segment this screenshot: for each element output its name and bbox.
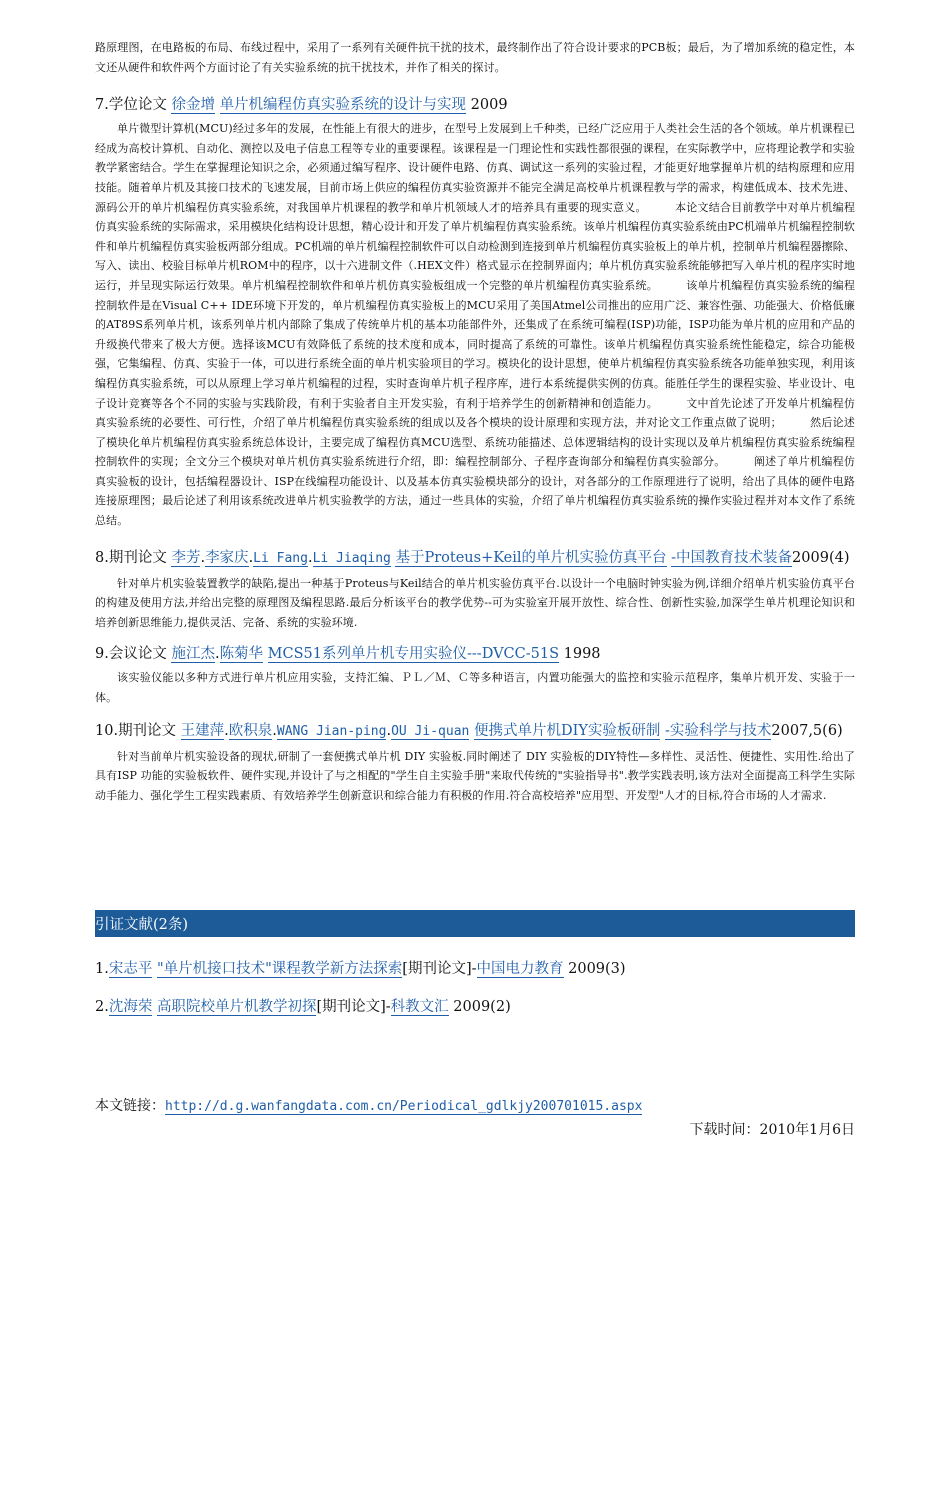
entry-type: 会议论文 [108,646,167,663]
citation-type: [期刊论文]- [402,961,477,977]
reference-heading [95,91,855,119]
author-link[interactable]: 李家庆 [205,549,249,566]
entry-type: 期刊论文 [108,549,167,566]
citations-section-header: 引证文献(2条) [95,910,855,937]
title-link[interactable]: 基于Proteus+Keil的单片机实验仿真平台 [395,549,667,566]
entry-number: 7. [95,97,109,114]
entry-abstract: 针对当前单片机实验设备的现状,研制了一套便携式单片机 DIY 实验板.同时阐述了 DIY 实验板的DIY特性—多样性、灵活性、便捷性、实用性.给出了具有ISP 功能的实验板软件、硬件实现,并设计了与之相配的"学生自主实验手册"来取代传统的"实验指导书".教学实践表明,该方法对全面提高工科学生实际动手能力、强化学生工程实践素质、有效培养学生创新意识和综合能力有积极的作用.符合高校培养"应用型、开发型"人才的目标,符合市场的人才需求. [95,749,855,802]
citation-year: 2009(3) [568,961,626,977]
entry-year: 1998 [563,646,601,663]
citation-number: 1. [95,961,109,977]
reference-entry-10 [95,716,855,806]
citation-journal-link[interactable]: 科教文汇 [390,999,449,1015]
article-link-label: 本文链接： [95,1098,165,1114]
entry-year: 2009 [470,97,508,114]
author-link[interactable]: 施江杰 [171,646,215,663]
entry-year: 2009(4) [792,549,850,566]
citation-item-2 [95,996,511,1018]
entry-number: 9. [95,646,109,663]
citation-year: 2009(2) [453,999,511,1015]
reference-entry-9 [95,640,855,707]
citation-title-link[interactable]: 高职院校单片机教学初探 [156,999,317,1015]
title-link[interactable]: MCS51系列单片机专用实验仪---DVCC-51S [267,646,560,663]
reference-heading: 9.会议论文 施江杰.陈菊华 MCS51系列单片机专用实验仪---DVCC-51S 1998 [95,646,601,663]
journal-link[interactable]: -中国教育技术装备 [671,549,793,566]
citation-title-link[interactable]: "单片机接口技术"课程教学新方法探索 [156,961,403,977]
entry-abstract: 针对单片机实验装置教学的缺陷,提出一种基于Proteus与Keil结合的单片机实验仿真平台.以设计一个电脑时钟实验为例,详细介绍单片机实验仿真平台的构建及使用方法,并给出完整的原理图及编程思路.最后分析该平台的教学优势--可为实验室开展开放性、综合性、创新性实验,加深学生单片机理论知识和培养创新思维能力,提供灵活、完备、系统的实验环境. [95,576,855,629]
download-time: 下载时间：2010年1月6日 [689,1122,855,1138]
intro-abstract: 路原理图，在电路板的布局、布线过程中，采用了一系列有关硬件抗干扰的技术，最终制作出了符合设计要求的PCB板；最后，为了增加系统的稳定性，本文还从硬件和软件两个方面讨论了有关实验系统的抗干扰技术，并作了相关的探讨。 [95,41,855,74]
article-url-link[interactable]: http://d.g.wanfangdata.com.cn/Periodical_gdlkjy200701015.aspx [165,1099,643,1114]
title-link[interactable]: 便携式单片机DIY实验板研制 [473,722,661,739]
reference-heading: 10.期刊论文 王建萍.欧积泉.WANG Jian-ping.OU Ji-quan 便携式单片机DIY实验板研制 -实验科学与技术2007,5(6) [95,722,843,739]
author-link[interactable]: 徐金增 [171,97,215,114]
author-link[interactable]: OU Ji-quan [391,723,470,739]
reference-heading: 8.期刊论文 李芳.李家庆.Li Fang.Li Jiaqing 基于Proteus+Keil的单片机实验仿真平台 -中国教育技术装备2009(4) [95,549,850,566]
citation-number: 2. [95,999,109,1015]
entry-type: 学位论文 [108,97,167,114]
entry-abstract: 该实验仪能以多种方式进行单片机应用实验，支持汇编、ＰＬ／Ｍ、Ｃ等多种语言，内置功能强大的监控和实验示范程序，集单片机开发、实验于一体。 [95,671,855,705]
citation-author-link[interactable]: 沈海荣 [108,999,153,1015]
author-link[interactable]: 李芳 [171,549,201,566]
title-link[interactable]: 单片机编程仿真实验系统的设计与实现 [219,97,467,114]
reference-entry-8 [95,543,855,633]
entry-number: 8. [95,549,109,566]
reference-entry-7 [95,91,855,530]
entry-abstract: 单片微型计算机(MCU)经过多年的发展，在性能上有很大的进步，在型号上发展到上千种类，已经广泛应用于人类社会生活的各个领域。单片机课程已经成为高校计算机、自动化、测控以及电子信息工程等专业的重要课程。该课程是一门理论性和实践性都很强的课程，在实际教学中，应将理论教学和实验教学紧密结合。学生在掌握理论知识之余，必须通过编写程序、设计硬件电路、仿真、调试这一系列的实验过程，才能更好地掌握单片机的结构原理和应用技能。随着单片机及其接口技术的飞速发展，目前市场上供应的编程仿真实验资源并不能完全满足高校单片机课程教与学的需求，构建低成本、技术先进、源码公开的单片机编程仿真实验系统，对我国单片机课程的教学和单片机领域人才的培养具有重要的现实意义。 本论文结合目前教学中对单片机编程仿真实验系统的实际需求，采用模块化结构设计思想，精心设计和开发了单片机编程仿真实验系统。该单片机编程仿真实验系统由PC机端单片机编程控制软件和单片机编程仿真实验板两部分组成。PC机端的单片机编程控制软件可以自动检测到连接到单片机编程仿真实验板上的单片机，控制单片机编程器擦除、写入、读出、校验目标单片机ROM中的程序，以十六进制文件（.HEX文件）格式显示在控制界面内；单片机仿真实验系统能够把写入单片机的程序实时地运行，并呈现实际运行效果。单片机编程控制软件和单片机仿真实验板组成一个完整的单片机编程仿真实验系统。 该单片机编程仿真实验系统的编程控制软件是在Visual C++ IDE环境下开发的，单片机编程仿真实验板上的MCU采用了美国Atmel公司推出的应用广泛、兼容性强、功能强大、价格低廉的AT89S系列单片机，该系列单片机内部除了集成了传统单片机的基本功能部件外，还集成了在系统可编程(ISP)功能，ISP功能为单片机的应用和产品的升级换代带来了极大方便。选择该MCU有效降低了系统的技术度和成本，同时提高了系统的可靠性。该单片机编程仿真实验系统性能稳定，综合功能极强，它集编程、仿真、实验于一体，可以进行系统全面的单片机实验项目的学习。模块化的设计思想，使单片机编程仿真实验系统各功能单独实现，利用该编程仿真实验系统，可以从原理上学习单片机编程的过程，实时查询单片机子程序库，进行本系统提供实例的仿真。能胜任学生的课程实验、毕业设计、电子设计竞赛等各个不同的实验与实践阶段，有利于实验者自主开发实验，有利于培养学生的创新精神和创造能力。 文中首先论述了开发单片机编程仿真实验系统的必要性、可行性，介绍了单片机编程仿真实验系统的组成以及各个模块的设计原理和实现方法，并对论文工作重点做了说明； 然后论述了模块化单片机编程仿真实验系统总体设计，主要完成了编程仿真MCU选型、系统功能描述、总体逻辑结构的设计实现以及单片机编程仿真实验系统编程控制软件的实现；全文分三个模块对单片机仿真实验系统进行介绍，即：编程控制部分、子程序查询部分和编程仿真实验部分。 阐述了单片机编程仿真实验板的设计，包括编程器设计、ISP在线编程功能设计、以及基本仿真实验模块部分的设计，对各部分的工作原理进行了说明，给出了具体的硬件电路连接原理图；最后论述了利用该系统改进单片机实验教学的方法，通过一些具体的实验，介绍了单片机编程仿真实验系统的操作实验过程并对本文作了系统总结。 [95,122,855,528]
entry-number: 10. [95,722,119,739]
entry-year: 2007,5(6) [771,722,843,739]
author-link[interactable]: WANG Jian-ping [276,723,387,739]
author-link[interactable]: Li Jiaqing [312,550,391,566]
author-link[interactable]: 陈菊华 [219,646,264,663]
author-link[interactable]: 欧积泉 [228,722,273,739]
citation-author-link[interactable]: 宋志平 [108,961,153,977]
author-link[interactable]: Li Fang [253,550,308,566]
citation-type: [期刊论文]- [316,999,391,1015]
article-link-line [95,1096,642,1117]
journal-link[interactable]: -实验科学与技术 [665,722,772,739]
entry-type: 期刊论文 [118,722,177,739]
author-link[interactable]: 王建萍 [180,722,225,739]
reference-list [95,38,855,805]
citation-journal-link[interactable]: 中国电力教育 [476,961,564,977]
citation-item-1 [95,958,626,980]
